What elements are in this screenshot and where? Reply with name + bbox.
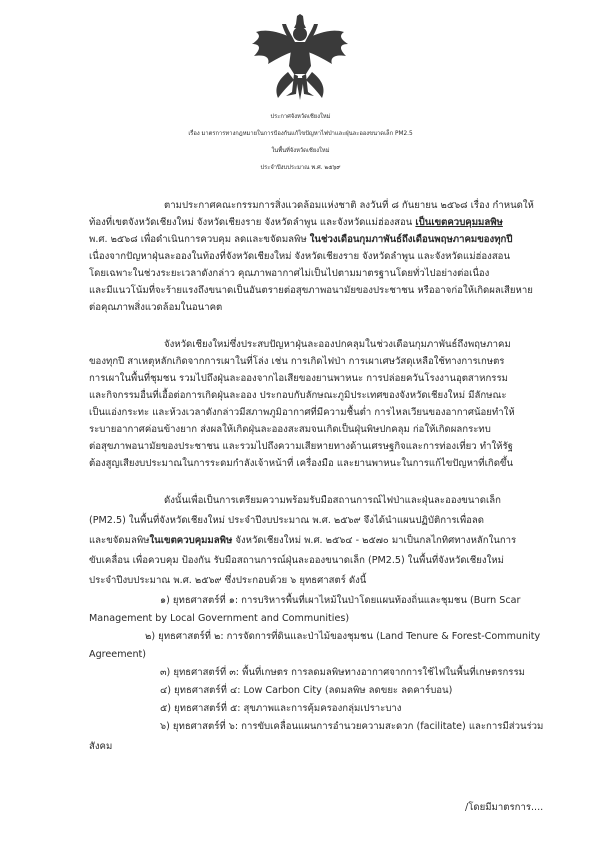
paragraph-2-line: และกิจกรรมอื่นที่เอื้อต่อการเกิดฝุ่นละออง ประกอบกับลักษณะภูมิประเทศของจังหวัดเชียงใหม่ มีลักษณะ: [89, 390, 507, 401]
paragraph-2-line: การเผาในพื้นที่ชุมชน รวมไปถึงฝุ่นละอองจากไอเสียของยานพาหนะ การปล่อยควันโรงงานอุตสาหกรรม: [89, 373, 508, 384]
paragraph-1-line: ตามประกาศคณะกรรมการสิ่งแวดล้อมแห่งชาติ ลงวันที่ ๘ กันยายน ๒๕๖๘ เรื่อง กำหนดให้: [164, 200, 534, 211]
control-zone-emphasis: ในเขตควบคุมมลพิษ: [149, 535, 233, 546]
paragraph-1-line: [89, 233, 512, 247]
paragraph-3-text: จังหวัดเชียงใหม่ พ.ศ. ๒๕๖๔ - ๒๕๗๐ มาเป็นกลไกทิศทางหลักในการ: [232, 535, 517, 546]
paragraph-3-line: ประจำปีงบประมาณ พ.ศ. ๒๕๖๙ ซึ่งประกอบด้วย ๖ ยุทธศาสตร์ ดังนี้: [89, 575, 367, 586]
continuation-marker: /โดยมีมาตรการ....: [465, 802, 544, 813]
period-emphasis: ในช่วงเดือนกุมภาพันธ์ถึงเดือนพฤษภาคมของทุกปี: [309, 234, 513, 245]
strategy-6: ๖) ยุทธศาสตร์ที่ ๖: การขับเคลื่อนแผนการอำนวยความสะดวก (facilitate) และการมีส่วนร่วม: [160, 721, 544, 732]
paragraph-1-line: เนื่องจากปัญหาฝุ่นละอองในท้องที่จังหวัดเชียงใหม่ จังหวัดเชียงราย จังหวัดลำพูน และจังหวัดแม่ฮ่องสอน: [89, 251, 511, 262]
paragraph-3-line: (PM2.5) ในพื้นที่จังหวัดเชียงใหม่ ประจำปีงบประมาณ พ.ศ. ๒๕๖๙ จึงได้นำแผนปฏิบัติการเพื่อลด: [89, 515, 485, 526]
strategy-2: ๒) ยุทธศาสตร์ที่ ๒: การจัดการที่ดินและป่าไม้ของชุมชน (Land Tenure & Forest-Community: [145, 631, 541, 642]
paragraph-1-line: โดยเฉพาะในช่วงระยะเวลาดังกล่าว คุณภาพอากาศไม่เป็นไปตามมาตรฐานโดยทั่วไปอย่างต่อเนื่อง: [89, 268, 490, 279]
strategy-4: ๔) ยุทธศาสตร์ที่ ๔: Low Carbon City (ลดมลพิษ ลดขยะ ลดคาร์บอน): [160, 685, 453, 696]
paragraph-1-text: พ.ศ. ๒๕๖๘ เพื่อดำเนินการควบคุม ลดและขจัดมลพิษ: [89, 234, 310, 245]
strategy-1-continued: Management by Local Government and Communities): [89, 613, 350, 624]
paragraph-2-line: ต่อสุขภาพอนามัยของประชาชน และรวมไปถึงความเสียหายทางด้านเศรษฐกิจและการท่องเที่ยว ทำให้รัฐ: [89, 441, 513, 452]
paragraph-3-line: ดังนั้นเพื่อเป็นการเตรียมความพร้อมรับมือสถานการณ์ไฟป่าและฝุ่นละอองขนาดเล็ก: [164, 495, 501, 506]
paragraph-3-line: [89, 534, 516, 548]
paragraph-2-line: ของทุกปี สาเหตุหลักเกิดจากการเผาในที่โล่ง เช่น การเกิดไฟป่า การเผาเศษวัสดุเหลือใช้ทางการเกษตร: [89, 356, 505, 367]
paragraph-2-line: ระบายอากาศค่อนข้างยาก ส่งผลให้เกิดฝุ่นละอองสะสมจนเกิดเป็นฝุ่นพิษปกคลุม ก่อให้เกิดผลกระทบ: [89, 424, 491, 435]
pollution-control-zone-emphasis: เป็นเขตควบคุมมลพิษ: [415, 217, 503, 228]
strategy-3: ๓) ยุทธศาสตร์ที่ ๓: พื้นที่เกษตร การลดมลพิษทางอากาศจากการใช้ไฟในพื้นที่เกษตรกรรม: [160, 667, 525, 678]
strategy-5: ๕) ยุทธศาสตร์ที่ ๕: สุขภาพและการคุ้มครองกลุ่มเปราะบาง: [160, 703, 402, 714]
paragraph-1-line: และมีแนวโน้มที่จะร้ายแรงถึงขนาดเป็นอันตรายต่อสุขภาพอนามัยของประชาชน หรืออาจก่อให้เกิดผลเสียหาย: [89, 285, 533, 296]
paragraph-2-line: จังหวัดเชียงใหม่ซึ่งประสบปัญหาฝุ่นละอองปกคลุมในช่วงเดือนกุมภาพันธ์ถึงพฤษภาคม: [164, 339, 511, 350]
strategy-6-continued: สังคม: [89, 741, 113, 752]
paragraph-2-line: เป็นแอ่งกระทะ และห้วงเวลาดังกล่าวมีสภาพภูมิอากาศที่มีความชื้นต่ำ การไหลเวียนของอากาศน้อยทำให้: [89, 407, 515, 418]
area-line: ในพื้นที่จังหวัดเชียงใหม่: [271, 148, 330, 154]
paragraph-3-line: ขับเคลื่อน เพื่อควบคุม ป้องกัน รับมือสถานการณ์ฝุ่นละอองขนาดเล็ก (PM2.5) ในพื้นที่จังหวัดเชียงใหม่: [89, 555, 504, 566]
paragraph-1-line: ต่อคุณภาพสิ่งแวดล้อมในอนาคต: [89, 302, 223, 313]
strategy-2-continued: Agreement): [89, 649, 147, 660]
paragraph-2-line: ต้องสูญเสียงบประมาณในการระดมกำลังเจ้าหน้าที่ เครื่องมือ และยานพาหนะในการแก้ไขปัญหาที่เกิดขึ้น: [89, 458, 514, 469]
garuda-emblem-icon: [248, 14, 352, 102]
paragraph-3-text: และขจัดมลพิษ: [89, 535, 150, 546]
paragraph-1-text: ท้องที่เขตจังหวัดเชียงใหม่ จังหวัดเชียงราย จังหวัดลำพูน และจังหวัดแม่ฮ่องสอน: [89, 217, 416, 228]
fiscal-year-line: ประจำปีงบประมาณ พ.ศ. ๒๕๖๙: [260, 165, 341, 171]
announcement-title: ประกาศจังหวัดเชียงใหม่: [270, 114, 331, 120]
strategy-1: ๑) ยุทธศาสตร์ที่ ๑: การบริหารพื้นที่เผาไหม้ในป่าโดยแผนท้องถิ่นและชุมชน (Burn Scar: [160, 595, 521, 606]
paragraph-1-line: [89, 216, 503, 230]
subject-line: เรื่อง มาตรการทางกฎหมายในการป้องกันแก้ไขปัญหาไฟป่าและฝุ่นละอองขนาดเล็ก PM2.5: [188, 131, 413, 137]
